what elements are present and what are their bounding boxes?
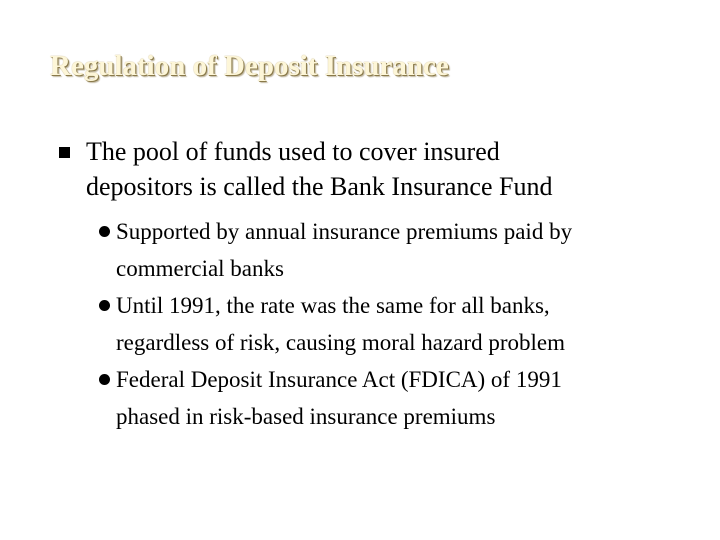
- main-bullet: [86, 134, 686, 204]
- sub-bullet-line-2: regardless of risk, causing moral hazard problem: [116, 330, 565, 355]
- sub-bullet-line-2: phased in risk-based insurance premiums: [116, 404, 496, 429]
- slide-title: Regulation of Deposit Insurance: [50, 50, 449, 82]
- sub-bullet: [116, 287, 696, 361]
- round-bullet-icon: [99, 374, 110, 385]
- round-bullet-icon: [99, 300, 110, 311]
- main-bullet-line-1: The pool of funds used to cover insured: [86, 137, 500, 166]
- sub-bullet-line-1: Supported by annual insurance premiums paid by: [116, 219, 573, 244]
- sub-bullet: [116, 213, 696, 287]
- sub-bullet-line-1: Federal Deposit Insurance Act (FDICA) of 1991: [116, 367, 562, 392]
- sub-bullet-line-2: commercial banks: [116, 256, 284, 281]
- square-bullet-icon: [59, 147, 70, 158]
- sub-bullet-line-1: Until 1991, the rate was the same for all banks,: [116, 293, 550, 318]
- round-bullet-icon: [99, 226, 110, 237]
- sub-bullet-list: [116, 213, 696, 435]
- sub-bullet: [116, 361, 696, 435]
- main-bullet-line-2: depositors is called the Bank Insurance Fund: [86, 172, 553, 201]
